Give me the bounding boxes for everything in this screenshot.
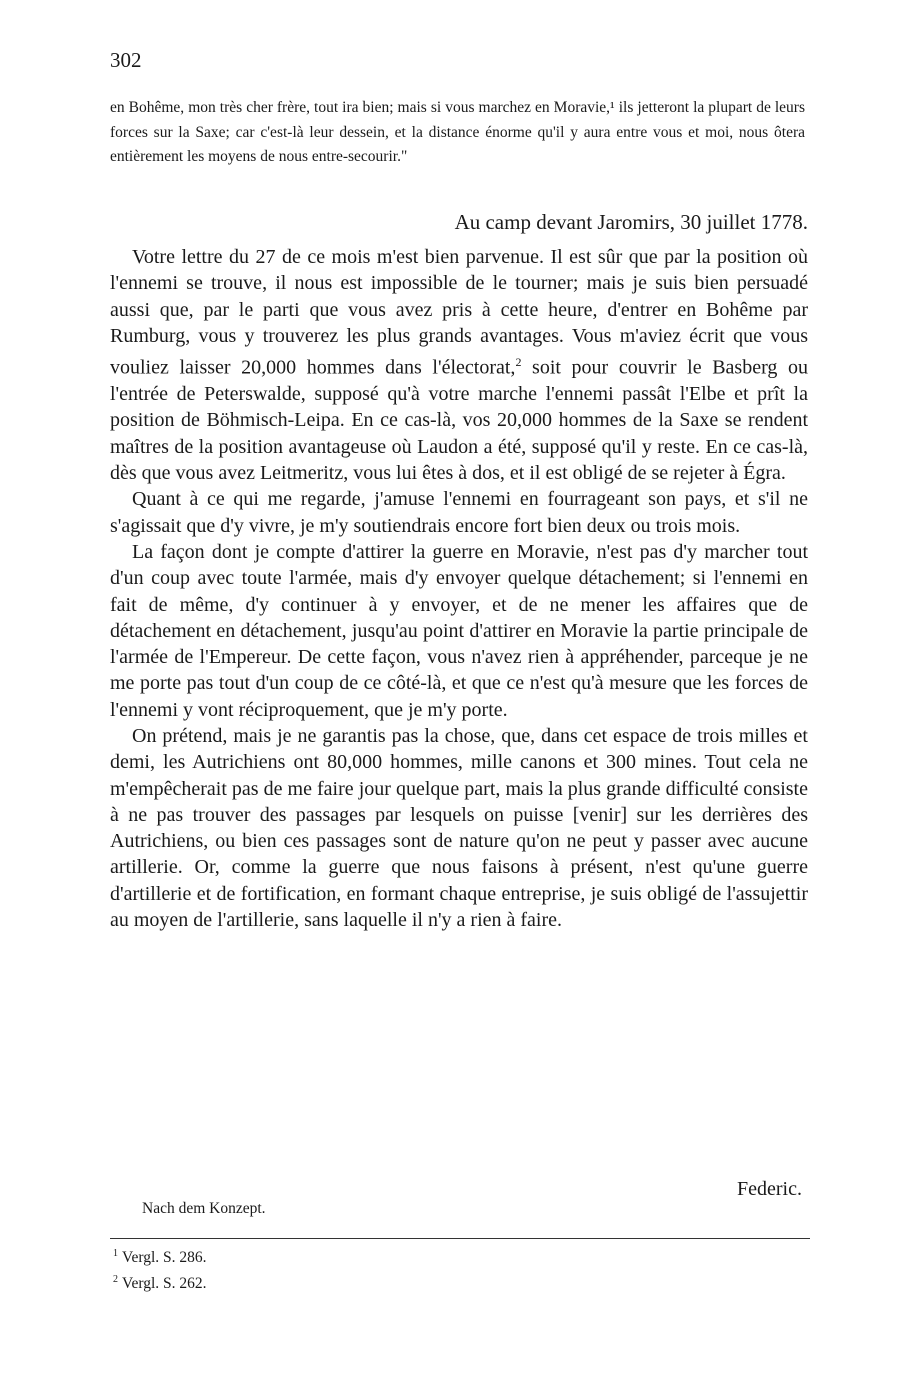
paragraph-2: Quant à ce qui me regarde, j'amuse l'ennemi en fourrageant son pays, et s'il ne s'agissait que d'y vivre, je m'y soutiendrais encore fort bien deux ou trois mois. xyxy=(110,488,808,537)
footnote-mark: 1 xyxy=(113,1248,118,1259)
footnote-mark: 2 xyxy=(113,1274,118,1286)
footnote-divider xyxy=(110,1238,810,1239)
footnote-1 xyxy=(113,1243,207,1269)
footnote-text: Vergl. S. 286. xyxy=(122,1249,207,1267)
source-note: Nach dem Konzept. xyxy=(142,1200,266,1217)
paragraph-3: La façon dont je compte d'attirer la guerre en Moravie, n'est pas d'y marcher tout d'un coup avec toute l'armée, mais d'y envoyer quelque détachement; si l'ennemi en fait de même, d'y continuer à y envoyer, et de ne mener les affaires que de détachement en détachement, jusqu'au point d'attirer en Moravie la partie principale de l'armée de l'Empereur. De cette façon, vous n'avez rien à appréhender, parceque je ne me porte pas tout d'un coup de ce côté-là, et que ce n'est qu'à mesure que les forces de l'ennemi y vont réciproquement, que je m'y porte. xyxy=(110,540,808,721)
paragraph-1-text-b: soit pour couvrir le Basberg ou l'entrée de Peterswalde, supposé qu'à votre marche l'ennemi passât l'Elbe et prît la position de Böhmisch-Leipa. En ce cas-là, vos 20,000 hommes de la Saxe se rendent maîtres de la position avantageuse où Laudon a été, supposé qu'il y reste. En ce cas-là, dès que vous avez Leitmeritz, vous lui êtes à dos, et il est obligé de se rejeter à Égra. xyxy=(110,356,808,485)
paragraph-1 xyxy=(110,244,808,486)
quoted-letter-continuation: en Bohême, mon très cher frère, tout ira bien; mais si vous marchez en Moravie,¹ ils jetteront la plupart de leurs forces sur la Saxe; car c'est-là leur dessein, et la distance énorme qu'il y aura entre vous et moi, nous ôtera entièrement les moyens de nous entre-secourir." xyxy=(110,99,805,165)
footnote-2 xyxy=(113,1269,207,1295)
footnote-text: Vergl. S. 262. xyxy=(122,1275,207,1293)
signature: Federic. xyxy=(737,1178,802,1200)
footnote-reference: 2 xyxy=(515,355,522,370)
paragraph-1-text-a: Votre lettre du 27 de ce mois m'est bien parvenue. Il est sûr que par la position où l'ennemi se trouve, il nous est impossible de le tourner; mais je suis bien persuadé aussi que, par le parti que vous avez pris à cette heure, d'entrer en Bohême par Rumburg, vous y trouverez les plus grands avantages. Vous m'aviez écrit que vous vouliez laisser 20,000 hommes dans l'électorat, xyxy=(110,246,808,379)
paragraph-4: On prétend, mais je ne garantis pas la chose, que, dans cet espace de trois milles et demi, les Autrichiens ont 80,000 hommes, mille canons et 300 mines. Tout cela ne m'empêcherait pas de me faire jour quelque part, mais la plus grande difficulté consiste à ne pas trouver des passages par lesquels on puisse [venir] sur les derrières des Autrichiens, ou bien ces passages sont de nature qu'on ne peut y passer avec aucune artillerie. Or, comme la guerre que nous faisons à présent, n'est qu'une guerre d'artillerie et de fortification, en formant chaque entreprise, je suis obligé de l'assujettir au moyen de l'artillerie, sans laquelle il n'y a rien à faire. xyxy=(110,725,808,932)
footnotes xyxy=(113,1243,207,1295)
page-number: 302 xyxy=(110,48,142,72)
letter-body xyxy=(110,244,808,933)
letter-dateline: Au camp devant Jaromirs, 30 juillet 1778. xyxy=(454,210,808,234)
